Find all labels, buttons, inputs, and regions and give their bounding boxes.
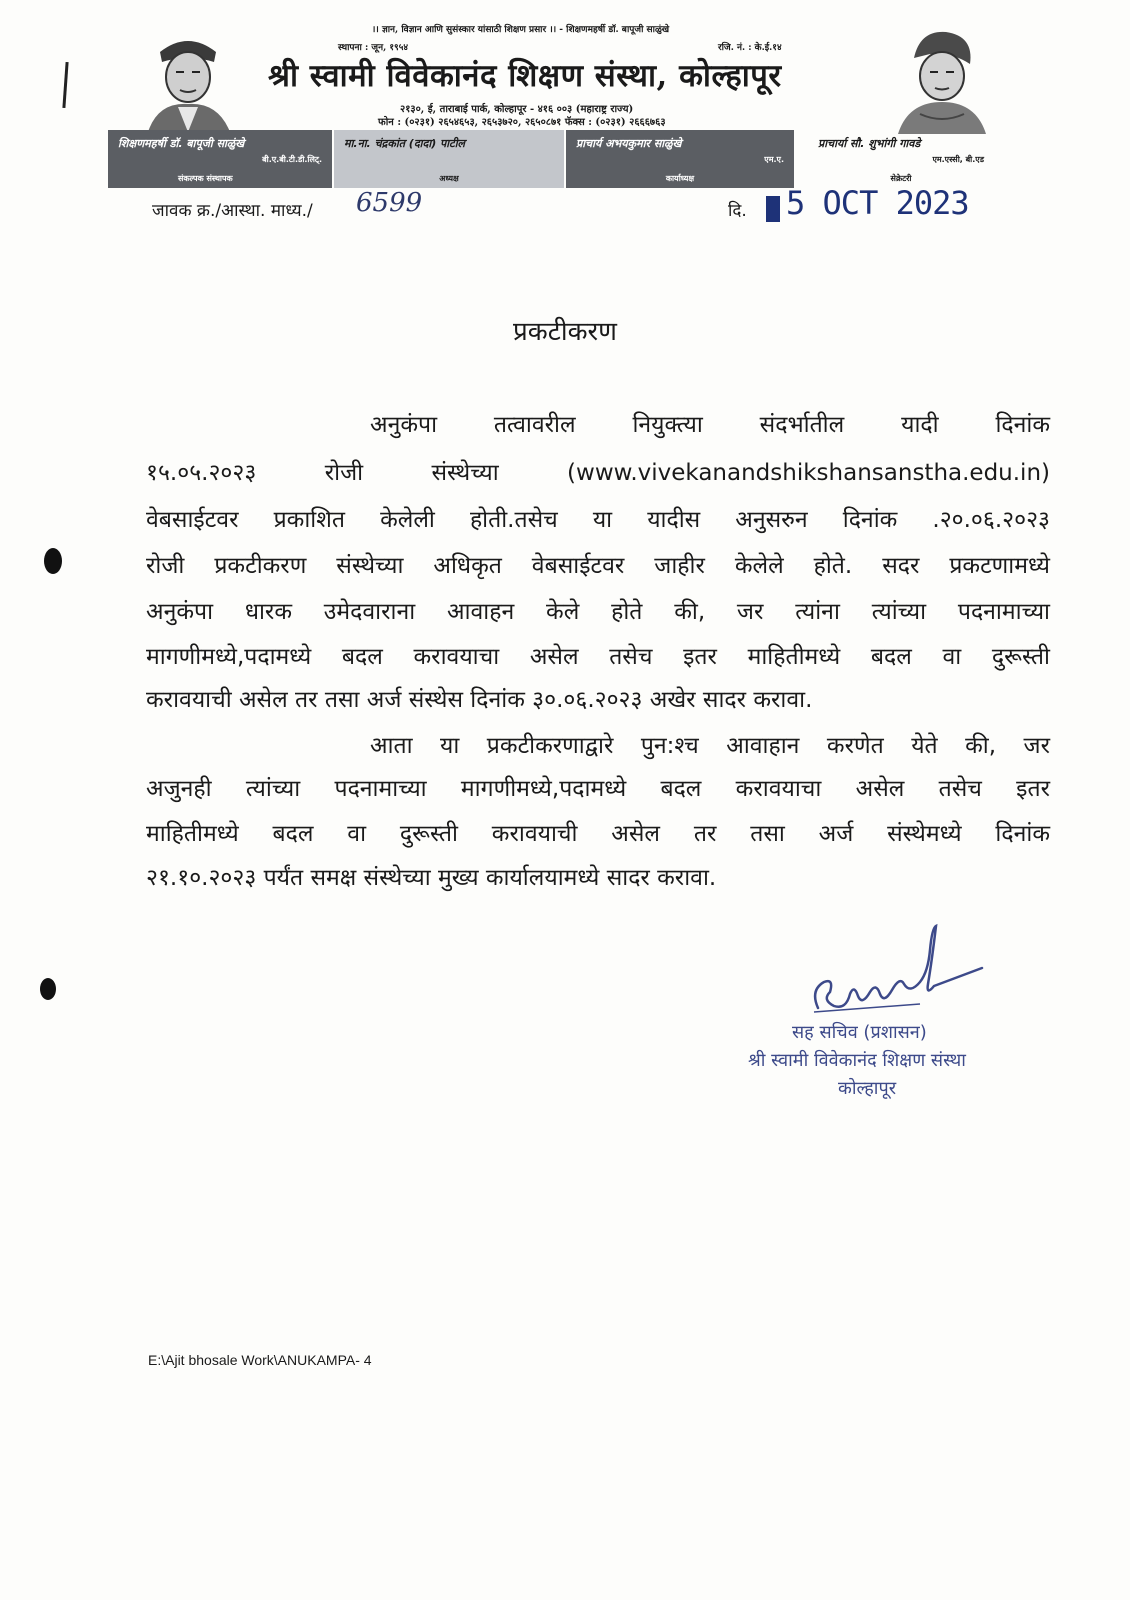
official-name: मा.ना. चंद्रकांत (दादा) पाटील bbox=[344, 137, 466, 150]
body-line: वेबसाईटवर प्रकाशित केलेली होती.तसेच या यादीस अनुसरुन दिनांक .२०.०६.२०२३ bbox=[146, 507, 1050, 533]
official-secretary bbox=[808, 130, 994, 188]
registration-number: रजि. नं. : के.ई.१४ bbox=[718, 43, 782, 53]
date-label: दि. bbox=[728, 201, 747, 221]
signatory-title: सह सचिव (प्रशासन) bbox=[792, 1022, 927, 1043]
official-qualification: एम.ए. bbox=[764, 155, 784, 164]
official-role: संकल्पक संस्थापक bbox=[178, 174, 233, 183]
file-path: E:\Ajit bhosale Work\ANUKAMPA- 4 bbox=[148, 1352, 372, 1368]
reference-label: जावक क्र./आस्था. माध्य./ bbox=[152, 201, 313, 221]
body-line: मागणीमध्ये,पदामध्ये बदल करावयाचा असेल तसेच इतर माहितीमध्ये बदल वा दुरूस्ती bbox=[146, 644, 1050, 670]
signatory-city: कोल्हापूर bbox=[838, 1078, 897, 1099]
body-line: अजुनही त्यांच्या पदनामाच्या मागणीमध्ये,पदामध्ये बदल करावयाचा असेल तसेच इतर bbox=[146, 776, 1050, 802]
official-qualification: एम.एस्सी, बी.एड bbox=[932, 155, 984, 164]
official-name: प्राचार्य अभयकुमार साळुंखे bbox=[576, 137, 682, 150]
body-line: १५.०५.२०२३ रोजी संस्थेच्या (www.vivekanandshikshansanstha.edu.in) bbox=[146, 460, 1050, 486]
stamp-mark bbox=[766, 196, 780, 222]
official-name: शिक्षणमहर्षी डॉ. बापूजी साळुंखे bbox=[118, 137, 245, 150]
reference-number: 6599 bbox=[356, 188, 423, 218]
official-name: प्राचार्या सौ. शुभांगी गावडे bbox=[818, 137, 921, 150]
official-role: सेक्रेटरी bbox=[890, 174, 912, 183]
institution-address: २१३०, ई, ताराबाई पार्क, कोल्हापूर - ४१६ ००३ (महाराष्ट्र राज्य) bbox=[400, 104, 634, 115]
punch-hole bbox=[40, 978, 56, 1000]
body-line: माहितीमध्ये बदल वा दुरूस्ती करावयाची असेल तर तसा अर्ज संस्थेमध्ये दिनांक bbox=[146, 821, 1050, 847]
official-role: कार्याध्यक्ष bbox=[665, 174, 695, 183]
signatory-institution: श्री स्वामी विवेकानंद शिक्षण संस्था bbox=[748, 1050, 966, 1071]
signature-icon bbox=[800, 920, 990, 1020]
institution-name: श्री स्वामी विवेकानंद शिक्षण संस्था, कोल्हापूर bbox=[268, 58, 782, 94]
punch-hole bbox=[44, 548, 62, 574]
established-date: स्थापना : जून, १९५४ bbox=[338, 43, 409, 53]
body-line: करावयाची असेल तर तसा अर्ज संस्थेस दिनांक ३०.०६.२०२३ अखेर सादर करावा. bbox=[146, 687, 813, 713]
official-qualification: बी.ए.बी.टी.डी.लिट्. bbox=[262, 155, 322, 164]
body-line: अनुकंपा तत्वावरील नियुक्त्या संदर्भातील यादी दिनांक bbox=[370, 412, 1050, 438]
margin-mark bbox=[62, 62, 68, 108]
document-title: प्रकटीकरण bbox=[512, 317, 617, 347]
motto: ।। ज्ञान, विज्ञान आणि सुसंस्कार यांसाठी शिक्षण प्रसार ।। - शिक्षणमहर्षी डॉ. बापूजी साळुंखे bbox=[372, 25, 670, 35]
official-founder bbox=[108, 130, 332, 188]
officials-banner bbox=[108, 130, 994, 188]
date-stamp: 5 OCT 2023 bbox=[786, 184, 969, 222]
official-president bbox=[334, 130, 564, 188]
vivekananda-portrait-icon bbox=[890, 24, 990, 134]
official-role: अध्यक्ष bbox=[439, 174, 459, 183]
institution-phone: फोन : (०२३१) २६५४६५३, २६५३७२०, २६५०८७१ फॅक्स : (०२३१) २६६६७६३ bbox=[378, 117, 666, 128]
body-line: आता या प्रकटीकरणाद्वारे पुन:श्च आवाहान करणेत येते की, जर bbox=[370, 733, 1050, 759]
body-line: अनुकंपा धारक उमेदवाराना आवाहन केले होते की, जर त्यांना त्यांच्या पदनामाच्या bbox=[146, 599, 1050, 625]
official-chairman bbox=[566, 130, 794, 188]
founder-portrait-icon bbox=[138, 22, 238, 132]
body-line: रोजी प्रकटीकरण संस्थेच्या अधिकृत वेबसाईटवर जाहीर केलेले होते. सदर प्रकटणामध्ये bbox=[146, 553, 1050, 579]
body-line: २१.१०.२०२३ पर्यंत समक्ष संस्थेच्या मुख्य कार्यालयामध्ये सादर करावा. bbox=[146, 865, 717, 891]
